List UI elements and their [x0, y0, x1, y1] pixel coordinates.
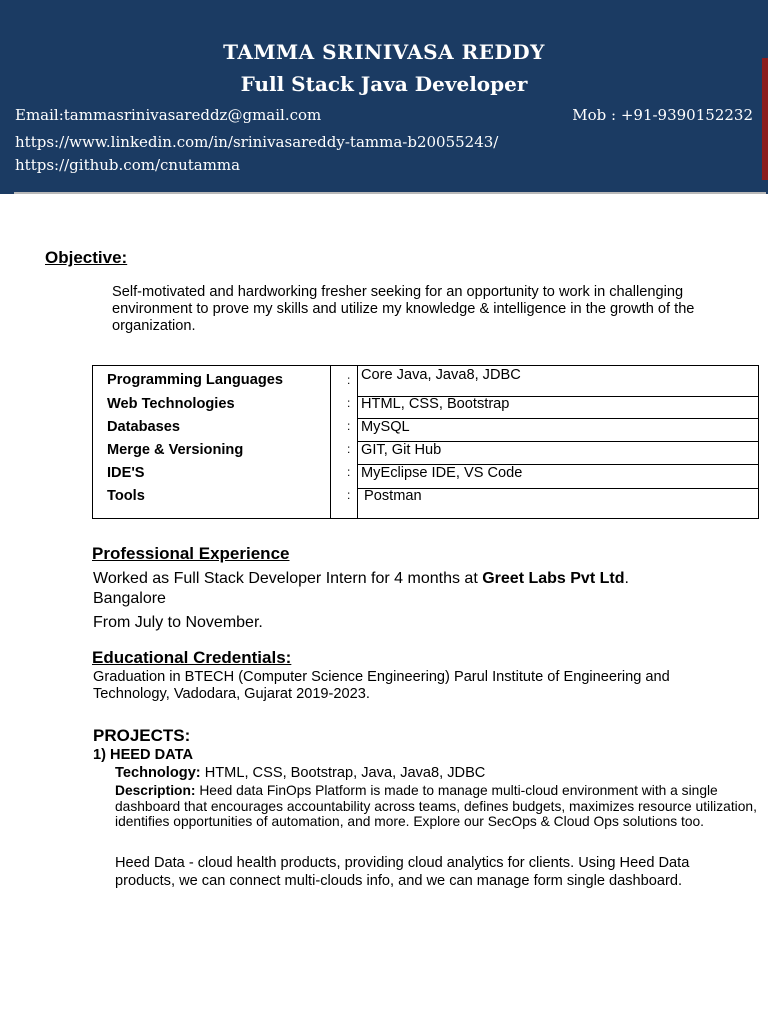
table-divider: [330, 366, 331, 518]
project-name: 1) HEED DATA: [93, 747, 193, 763]
company-name: Greet Labs Pvt Ltd: [482, 570, 625, 587]
mobile-text: Mob : +91-9390152232: [572, 106, 753, 124]
skill-label: Merge & Versioning: [107, 442, 244, 458]
skill-value: GIT, Git Hub: [361, 442, 442, 458]
skill-value: Core Java, Java8, JDBC: [361, 367, 521, 383]
education-text: Graduation in BTECH (Computer Science Engineering) Parul Institute of Engineering and Technology, Vadodara, Gujarat 2019-2023.: [93, 669, 670, 702]
objective-text: Self-motivated and hardworking fresher seeking for an opportunity to work in challenging environment to prove my skills and utilize my knowledge & intelligence in the growth of the organization.: [112, 284, 695, 334]
table-divider: [357, 366, 358, 518]
project-description: [115, 783, 765, 830]
linkedin-link[interactable]: https://www.linkedin.com/in/srinivasareddy-tamma-b20055243/: [15, 133, 499, 151]
skills-table: [92, 365, 759, 519]
skill-label: Web Technologies: [107, 396, 235, 412]
skill-value: HTML, CSS, Bootstrap: [361, 396, 510, 412]
skill-colon: :: [347, 465, 351, 479]
project-tech-value: HTML, CSS, Bootstrap, Java, Java8, JDBC: [200, 765, 486, 781]
skill-label: Tools: [107, 488, 145, 504]
skill-colon: :: [347, 488, 351, 502]
skill-label: Databases: [107, 419, 181, 435]
project-technology: [115, 765, 485, 781]
experience-heading: Professional Experience: [92, 544, 290, 563]
header-divider: [14, 192, 766, 194]
project-tech-label: Technology:: [115, 765, 201, 781]
table-row-line: [358, 418, 758, 419]
project-desc-label: Description:: [115, 783, 196, 798]
resume-header: [0, 0, 768, 194]
education-heading: Educational Credentials:: [92, 648, 292, 667]
skill-colon: :: [347, 396, 351, 410]
skill-label: Programming Languages: [107, 372, 283, 388]
skill-value: MySQL: [361, 419, 410, 435]
experience-suffix: .: [624, 570, 629, 587]
header-accent-bar: [762, 58, 768, 180]
experience-location: Bangalore: [93, 590, 166, 607]
skill-colon: :: [347, 442, 351, 456]
experience-period: From July to November.: [93, 614, 263, 631]
projects-heading: PROJECTS:: [93, 726, 191, 745]
skill-value: MyEclipse IDE, VS Code: [361, 465, 523, 481]
skill-value: Postman: [364, 488, 422, 504]
candidate-name: TAMMA SRINIVASA REDDY: [223, 40, 545, 64]
candidate-role: Full Stack Java Developer: [240, 72, 528, 96]
github-link[interactable]: https://github.com/cnutamma: [15, 156, 241, 174]
skill-label: IDE'S: [107, 465, 145, 481]
email-text[interactable]: Email:tammasrinivasareddz@gmail.com: [15, 106, 322, 124]
skill-colon: :: [347, 373, 351, 387]
experience-text: Worked as Full Stack Developer Intern for 4 months at: [93, 570, 483, 587]
project-extra-text: Heed Data - cloud health products, providing cloud analytics for clients. Using Heed Data products, we can connect multi-clouds info, and we can manage form single dashboard.: [115, 855, 690, 889]
experience-summary: [93, 570, 629, 588]
skill-colon: :: [347, 419, 351, 433]
objective-heading: Objective:: [45, 248, 128, 267]
project-desc-value: Heed data FinOps Platform is made to manage multi-cloud environment with a single dashboard that encourages accountability across teams, defines budgets, maximizes resource utilization, identifies opportunities of automation, and more. Explore our SecOps & Cloud Ops solutions too.: [115, 783, 757, 830]
